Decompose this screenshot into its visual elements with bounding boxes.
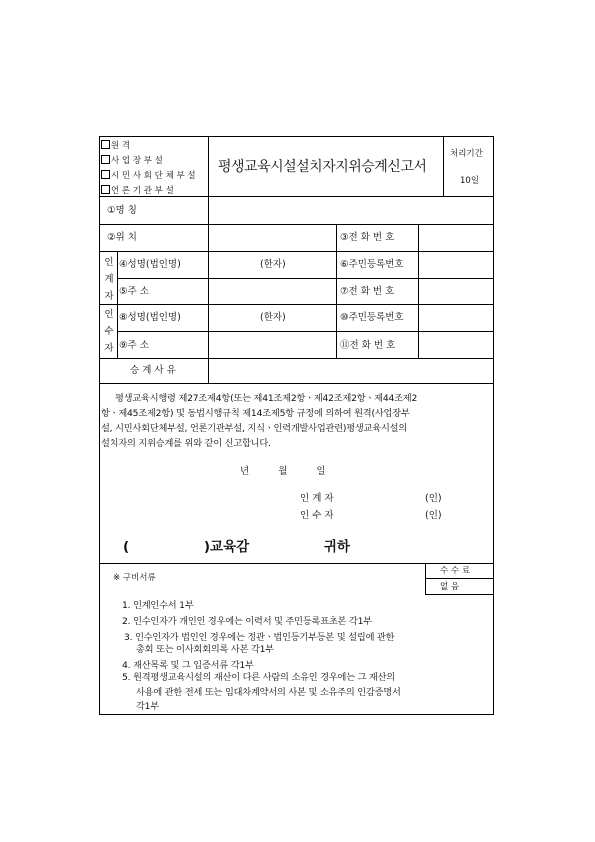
transferee-sign-label: 인 수 자 (300, 510, 334, 521)
transferee-name-label: ⑧성명(법인명) (119, 312, 181, 323)
checkbox-icon (101, 185, 110, 194)
checkbox-icon (101, 140, 110, 149)
checkbox-icon (101, 170, 110, 179)
fee-label: 수 수 료 (440, 566, 471, 576)
col-line (117, 251, 118, 358)
document-item: 1. 인계인수서 1부 (122, 600, 194, 611)
row-line (117, 278, 494, 279)
checkbox-press[interactable] (101, 185, 174, 196)
document-item: 2. 인수인자가 개인인 경우에는 이력서 및 주민등록표초본 각1부 (122, 616, 372, 627)
divider (208, 136, 209, 196)
transferor-group-label: 인계자 (104, 257, 114, 302)
declaration-line: 설치자의 지위승계를 위와 같이 신고합니다. (101, 438, 271, 449)
row-line (99, 251, 494, 252)
checkbox-workplace[interactable] (101, 155, 163, 166)
hanja-label: (한자) (260, 259, 286, 270)
reason-label: 승 계 사 유 (130, 365, 176, 376)
dept-label: 언 론 기 관 부 설 (111, 186, 174, 196)
row-line (425, 578, 494, 579)
dept-label: 시 민 사 회 단 체 부 설 (111, 171, 196, 181)
transferor-address-label: ⑤주 소 (119, 286, 149, 297)
document-item: 4. 재산목록 및 그 입증서류 각1부 (122, 660, 254, 671)
row-line (99, 563, 494, 564)
hanja-label: (한자) (260, 312, 286, 323)
transferee-address-label: ⑨주 소 (119, 340, 149, 351)
checkbox-icon (101, 155, 110, 164)
transferee-group-label: 인수자 (104, 309, 114, 354)
transferor-name-label: ④성명(법인명) (119, 259, 181, 270)
form-title: 평생교육시설설치자지위승계신고서 (218, 159, 427, 175)
documents-heading: ※ 구비서류 (113, 573, 156, 583)
transferor-id-label: ⑥주민등록번호 (340, 259, 404, 270)
date-line: 년 월 일 (240, 466, 326, 477)
document-item: 3. 인수인자가 법인인 경우에는 정관ㆍ법인등기부등본 및 설립에 관한 (124, 632, 395, 643)
dept-label: 사 업 장 부 설 (111, 156, 163, 166)
seal-mark: (인) (425, 510, 442, 521)
col-line (336, 224, 337, 358)
phone-label: ③전 화 번 호 (340, 232, 395, 243)
row-line (99, 304, 494, 305)
col-line (208, 196, 209, 383)
declaration-line: 평생교육시행령 제27조제4항(또는 제41조제2항ㆍ제42조제2항ㆍ제44조제2 (115, 393, 418, 404)
dept-label: 원 격 (111, 141, 131, 151)
period-value: 10일 (460, 176, 480, 186)
declaration-line: 설, 시민사회단체부설, 언론기관부설, 지식ㆍ인력개발사업관련)평생교육시설의 (101, 423, 407, 434)
addressee: ( )교육감 귀하 (123, 539, 350, 555)
fee-value: 없 음 (440, 582, 460, 592)
transferor-sign-label: 인 계 자 (300, 493, 334, 504)
divider (443, 136, 444, 196)
location-label: ②위 치 (107, 232, 137, 243)
phone-label: ⑦전 화 번 호 (340, 286, 395, 297)
phone-label: ⑪전 화 번 호 (340, 340, 396, 351)
row-line (425, 594, 494, 595)
name-label: ①명 칭 (107, 205, 137, 216)
row-line (99, 196, 494, 197)
row-line (99, 383, 494, 384)
seal-mark: (인) (425, 493, 442, 504)
row-line (117, 331, 494, 332)
document-item: 총회 또는 이사회회의록 사본 각1부 (136, 644, 274, 655)
document-item: 5. 원격평생교육시설의 재산이 다른 사람의 소유인 경우에는 그 재산의 (122, 672, 396, 683)
transferee-id-label: ⑩주민등록번호 (340, 312, 404, 323)
document-item: 사용에 관한 전세 또는 임대차계약서의 사본 및 소유주의 인감증명서 (136, 687, 401, 698)
row-line (99, 224, 494, 225)
checkbox-civic[interactable] (101, 170, 196, 181)
col-line (418, 224, 419, 358)
checkbox-online[interactable] (101, 140, 130, 151)
period-label: 처리기간 (450, 149, 483, 159)
row-line (99, 358, 494, 359)
declaration-line: 항ㆍ제45조제2항) 및 동법시행규칙 제14조제5항 규정에 의하여 원격(사업장부 (101, 408, 410, 419)
document-item: 각1부 (136, 701, 159, 712)
